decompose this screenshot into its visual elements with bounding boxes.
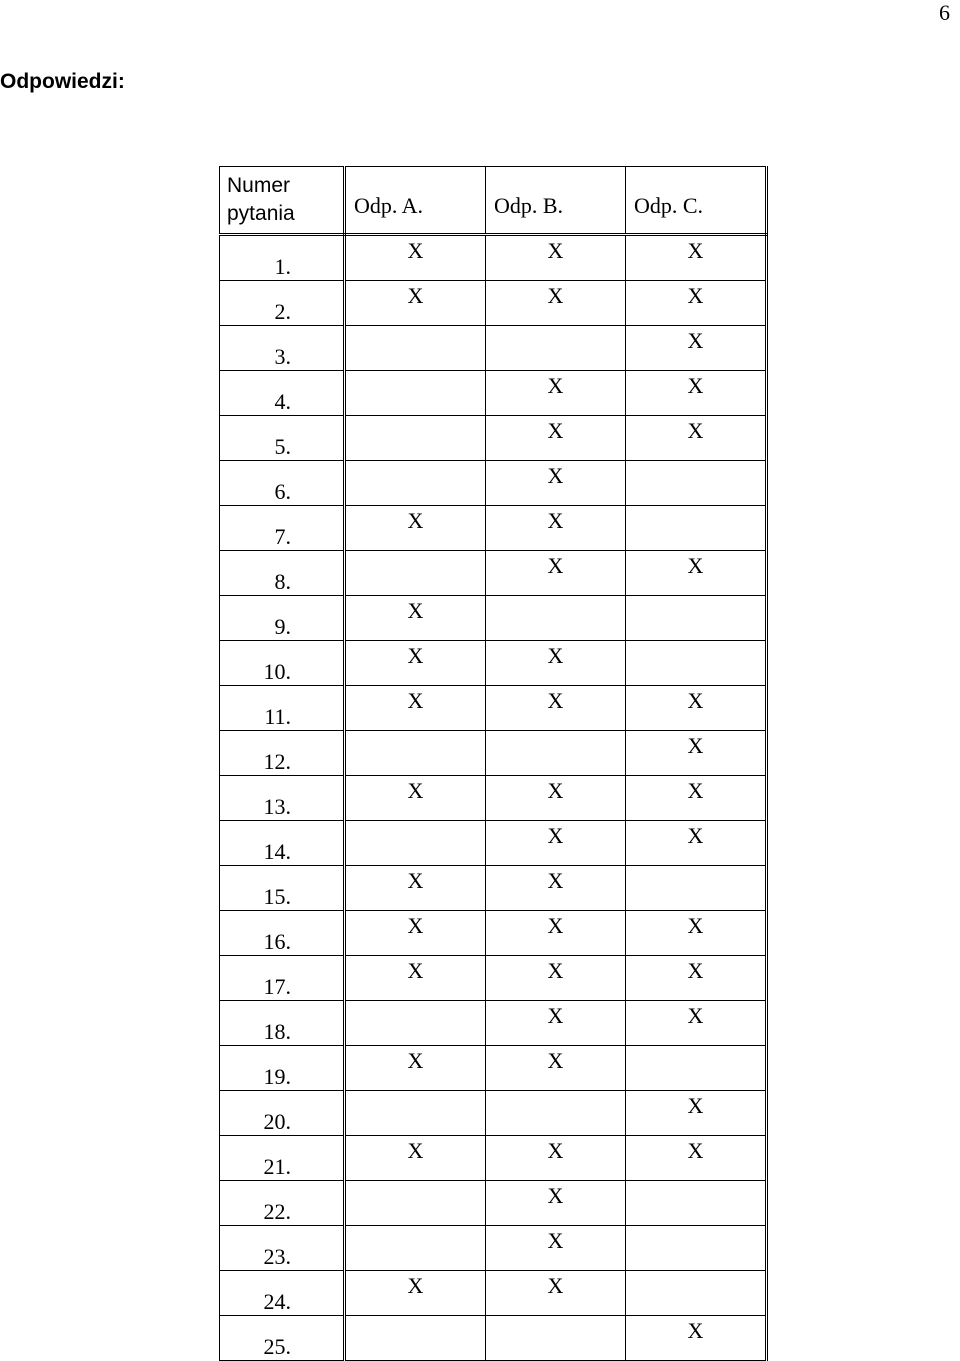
header-answer-a-label: Odp. A.	[354, 193, 424, 218]
table-row	[220, 731, 767, 776]
header-answer-b-label: Odp. B.	[494, 193, 564, 218]
table-row	[220, 551, 767, 596]
answer-b-cell	[486, 281, 626, 326]
header-answer-c-label: Odp. C.	[634, 193, 704, 218]
table-row	[220, 326, 767, 371]
answer-c-mark: X	[687, 913, 704, 938]
question-number: 3.	[220, 326, 345, 371]
answer-a-cell	[345, 866, 486, 911]
answer-b-mark: X	[547, 643, 564, 668]
question-number: 6.	[220, 461, 345, 506]
answer-a-cell	[345, 506, 486, 551]
answer-c-cell	[626, 1001, 767, 1046]
table-row	[220, 776, 767, 821]
answer-b-cell	[486, 686, 626, 731]
answer-c-mark: X	[687, 823, 704, 848]
answer-c-cell	[626, 371, 767, 416]
answer-c-mark: X	[687, 1003, 704, 1028]
page-number: 6	[939, 0, 950, 25]
question-number: 12.	[220, 731, 345, 776]
answer-c-cell	[626, 821, 767, 866]
answer-b-cell	[486, 596, 626, 641]
answer-c-cell	[626, 235, 767, 281]
answer-b-mark: X	[547, 373, 564, 398]
answer-c-cell	[626, 641, 767, 686]
answer-a-cell	[345, 1091, 486, 1136]
table-row	[220, 235, 767, 281]
answer-a-cell	[345, 1271, 486, 1316]
answer-a-mark: X	[407, 778, 424, 803]
answer-b-mark: X	[547, 958, 564, 983]
question-number: 7.	[220, 506, 345, 551]
answer-a-cell	[345, 956, 486, 1001]
answer-b-cell	[486, 641, 626, 686]
answer-b-cell	[486, 1091, 626, 1136]
answer-c-mark: X	[687, 958, 704, 983]
answer-c-mark: X	[687, 238, 704, 263]
answer-b-cell	[486, 461, 626, 506]
answer-b-cell	[486, 506, 626, 551]
table-row	[220, 1046, 767, 1091]
answer-b-mark: X	[547, 463, 564, 488]
answer-b-mark: X	[547, 913, 564, 938]
answer-c-cell	[626, 956, 767, 1001]
answer-a-mark: X	[407, 643, 424, 668]
answer-c-mark: X	[687, 373, 704, 398]
header-question-number	[220, 167, 345, 235]
answer-c-mark: X	[687, 418, 704, 443]
answer-c-mark: X	[687, 1138, 704, 1163]
answer-c-cell	[626, 551, 767, 596]
answer-a-cell	[345, 1181, 486, 1226]
answer-c-cell	[626, 776, 767, 821]
answer-a-mark: X	[407, 958, 424, 983]
answer-b-mark: X	[547, 778, 564, 803]
answer-b-mark: X	[547, 508, 564, 533]
question-number: 11.	[220, 686, 345, 731]
answer-b-mark: X	[547, 553, 564, 578]
answer-c-cell	[626, 1316, 767, 1361]
answer-b-cell	[486, 821, 626, 866]
table-row	[220, 1226, 767, 1271]
answer-a-mark: X	[407, 238, 424, 263]
table-row	[220, 416, 767, 461]
answer-b-cell	[486, 866, 626, 911]
answer-b-cell	[486, 911, 626, 956]
header-question-number-line1: Numer	[227, 173, 291, 197]
table-row	[220, 1136, 767, 1181]
answer-a-cell	[345, 1001, 486, 1046]
answer-c-cell	[626, 731, 767, 776]
answer-a-cell	[345, 731, 486, 776]
answer-b-cell	[486, 1046, 626, 1091]
answer-c-mark: X	[687, 1093, 704, 1118]
question-number: 24.	[220, 1271, 345, 1316]
header-answer-a	[345, 167, 486, 235]
answer-b-mark: X	[547, 868, 564, 893]
table-row	[220, 371, 767, 416]
question-number: 4.	[220, 371, 345, 416]
answer-c-cell	[626, 1271, 767, 1316]
answer-a-cell	[345, 371, 486, 416]
answer-b-mark: X	[547, 283, 564, 308]
answer-c-cell	[626, 1226, 767, 1271]
answer-c-cell	[626, 416, 767, 461]
answer-b-cell	[486, 1316, 626, 1361]
question-number: 17.	[220, 956, 345, 1001]
table-row	[220, 956, 767, 1001]
answer-a-mark: X	[407, 688, 424, 713]
table-row	[220, 686, 767, 731]
answer-b-mark: X	[547, 823, 564, 848]
answer-c-cell	[626, 866, 767, 911]
answer-a-cell	[345, 416, 486, 461]
answer-a-cell	[345, 1136, 486, 1181]
question-number: 15.	[220, 866, 345, 911]
answer-b-cell	[486, 235, 626, 281]
answer-b-cell	[486, 1226, 626, 1271]
answer-a-mark: X	[407, 1273, 424, 1298]
answer-table-body	[220, 167, 767, 1361]
table-row	[220, 461, 767, 506]
question-number: 9.	[220, 596, 345, 641]
answer-c-mark: X	[687, 778, 704, 803]
answer-a-cell	[345, 551, 486, 596]
answer-b-mark: X	[547, 1048, 564, 1073]
answer-b-mark: X	[547, 238, 564, 263]
answer-a-cell	[345, 326, 486, 371]
answer-b-mark: X	[547, 688, 564, 713]
answer-b-cell	[486, 956, 626, 1001]
answer-a-mark: X	[407, 508, 424, 533]
header-question-number-line2: pytania	[227, 202, 295, 225]
answer-a-cell	[345, 911, 486, 956]
answer-c-mark: X	[687, 688, 704, 713]
answer-a-cell	[345, 776, 486, 821]
answer-b-cell	[486, 731, 626, 776]
answer-c-cell	[626, 281, 767, 326]
answer-a-mark: X	[407, 913, 424, 938]
answer-a-cell	[345, 1316, 486, 1361]
answer-a-cell	[345, 1226, 486, 1271]
table-row	[220, 1271, 767, 1316]
question-number: 13.	[220, 776, 345, 821]
question-number: 16.	[220, 911, 345, 956]
answer-a-mark: X	[407, 1048, 424, 1073]
answer-c-mark: X	[687, 733, 704, 758]
answer-a-cell	[345, 235, 486, 281]
question-number: 10.	[220, 641, 345, 686]
table-row	[220, 1316, 767, 1361]
answer-b-mark: X	[547, 418, 564, 443]
answer-b-cell	[486, 1001, 626, 1046]
answer-a-cell	[345, 821, 486, 866]
answer-b-cell	[486, 551, 626, 596]
answer-c-cell	[626, 506, 767, 551]
answer-a-cell	[345, 1046, 486, 1091]
table-row	[220, 1091, 767, 1136]
table-row	[220, 1001, 767, 1046]
question-number: 5.	[220, 416, 345, 461]
table-row	[220, 911, 767, 956]
question-number: 19.	[220, 1046, 345, 1091]
answer-c-cell	[626, 596, 767, 641]
answer-b-cell	[486, 776, 626, 821]
answer-b-mark: X	[547, 1138, 564, 1163]
table-header-row	[220, 167, 767, 235]
answer-a-mark: X	[407, 598, 424, 623]
answer-b-mark: X	[547, 1183, 564, 1208]
answer-a-mark: X	[407, 1138, 424, 1163]
answer-a-cell	[345, 686, 486, 731]
answer-c-mark: X	[687, 328, 704, 353]
question-number: 22.	[220, 1181, 345, 1226]
answer-b-cell	[486, 326, 626, 371]
answer-a-cell	[345, 461, 486, 506]
answer-c-cell	[626, 686, 767, 731]
answer-a-cell	[345, 596, 486, 641]
table-row	[220, 506, 767, 551]
answer-b-cell	[486, 416, 626, 461]
question-number: 14.	[220, 821, 345, 866]
answer-b-cell	[486, 1271, 626, 1316]
answer-b-mark: X	[547, 1003, 564, 1028]
answer-b-cell	[486, 1136, 626, 1181]
answer-c-cell	[626, 326, 767, 371]
table-row	[220, 821, 767, 866]
table-row	[220, 281, 767, 326]
answer-b-mark: X	[547, 1228, 564, 1253]
answer-c-cell	[626, 1181, 767, 1226]
answer-a-cell	[345, 281, 486, 326]
answer-b-cell	[486, 1181, 626, 1226]
question-number: 20.	[220, 1091, 345, 1136]
question-number: 1.	[220, 235, 345, 281]
answer-a-mark: X	[407, 868, 424, 893]
table-row	[220, 596, 767, 641]
question-number: 21.	[220, 1136, 345, 1181]
answer-c-cell	[626, 1136, 767, 1181]
answer-b-mark: X	[547, 1273, 564, 1298]
question-number: 18.	[220, 1001, 345, 1046]
question-number: 25.	[220, 1316, 345, 1361]
header-answer-c	[626, 167, 767, 235]
answer-c-mark: X	[687, 283, 704, 308]
answer-c-cell	[626, 1046, 767, 1091]
answer-c-mark: X	[687, 1318, 704, 1343]
answer-b-cell	[486, 371, 626, 416]
table-row	[220, 641, 767, 686]
answers-heading: Odpowiedzi:	[0, 70, 125, 93]
answer-table	[219, 166, 768, 1361]
question-number: 8.	[220, 551, 345, 596]
answer-a-cell	[345, 641, 486, 686]
question-number: 23.	[220, 1226, 345, 1271]
question-number: 2.	[220, 281, 345, 326]
header-answer-b	[486, 167, 626, 235]
answer-c-cell	[626, 911, 767, 956]
table-row	[220, 866, 767, 911]
table-row	[220, 1181, 767, 1226]
answer-c-mark: X	[687, 553, 704, 578]
answer-c-cell	[626, 1091, 767, 1136]
answer-a-mark: X	[407, 283, 424, 308]
answer-c-cell	[626, 461, 767, 506]
